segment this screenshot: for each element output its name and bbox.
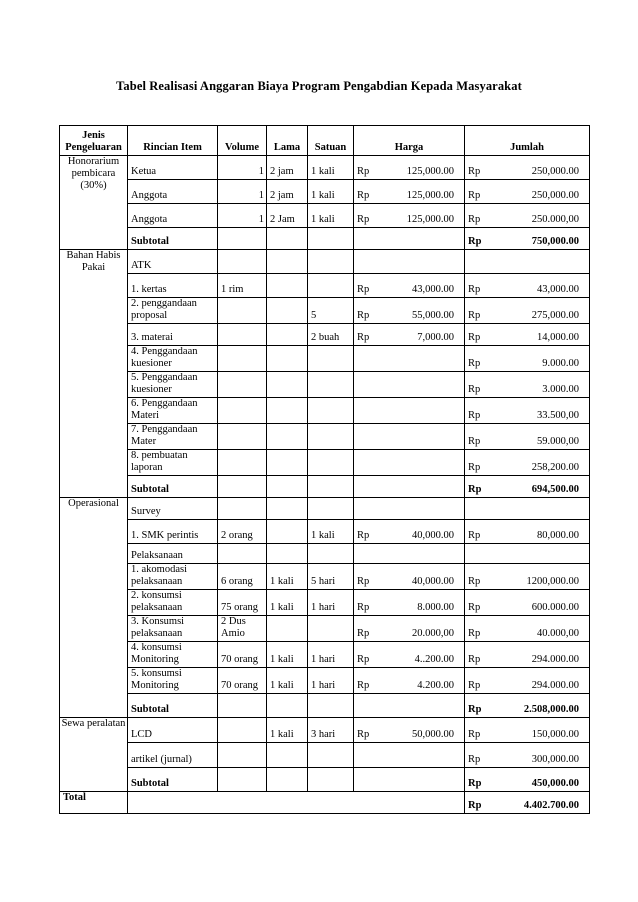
table-row — [60, 274, 590, 298]
row-satuan: 1 hari — [308, 668, 354, 694]
row-harga: Rp 125,000.00 — [354, 180, 465, 204]
row-jumlah: Rp 43,000.00 — [465, 274, 590, 298]
row-jumlah: Rp 600.000.00 — [465, 590, 590, 616]
row-volume: 2 Dus Amio — [218, 616, 267, 642]
table-row — [60, 424, 590, 450]
table-row — [60, 250, 590, 274]
row-jumlah: Rp 150,000.00 — [465, 718, 590, 743]
row-harga: Rp 4.200.00 — [354, 668, 465, 694]
total-row — [60, 792, 590, 814]
row-item: Anggota — [128, 204, 218, 228]
row-harga: Rp 50,000.00 — [354, 718, 465, 743]
row-jumlah: Rp 59.000,00 — [465, 424, 590, 450]
row-jumlah: Rp 300,000.00 — [465, 743, 590, 768]
row-satuan: 2 buah — [308, 324, 354, 346]
row-volume: 1 — [218, 204, 267, 228]
row-item: 5. konsumsi Monitoring — [128, 668, 218, 694]
row-jumlah: Rp 80,000.00 — [465, 520, 590, 544]
header-lama: Lama — [267, 126, 308, 156]
subtotal-row — [60, 694, 590, 718]
table-row — [60, 718, 590, 743]
header-volume: Volume — [218, 126, 267, 156]
row-item: 4. Penggandaan kuesioner — [128, 346, 218, 372]
row-item: 1. akomodasi pelaksanaan — [128, 564, 218, 590]
subtotal-row — [60, 768, 590, 792]
row-jumlah: Rp 40.000,00 — [465, 616, 590, 642]
table-row — [60, 180, 590, 204]
row-harga: Rp 125,000.00 — [354, 204, 465, 228]
table-row — [60, 498, 590, 520]
table-row — [60, 544, 590, 564]
row-lama: 1 kali — [267, 590, 308, 616]
row-item: Anggota — [128, 180, 218, 204]
document-title: Tabel Realisasi Anggaran Biaya Program Pengabdian Kepada Masyarakat — [116, 79, 522, 93]
row-satuan: 1 kali — [308, 204, 354, 228]
subtotal-row — [60, 228, 590, 250]
subtotal-label: Subtotal — [128, 228, 218, 250]
row-jumlah: Rp 275,000.00 — [465, 298, 590, 324]
row-satuan: 3 hari — [308, 718, 354, 743]
row-item: ATK — [128, 250, 218, 274]
row-item: 1. kertas — [128, 274, 218, 298]
header-harga: Harga — [354, 126, 465, 156]
row-harga: Rp 55,000.00 — [354, 298, 465, 324]
subtotal-value: Rp 450,000.00 — [465, 768, 590, 792]
row-satuan: 1 hari — [308, 590, 354, 616]
row-item: 8. pembuatan laporan — [128, 450, 218, 476]
row-lama: 1 kali — [267, 564, 308, 590]
table-row — [60, 564, 590, 590]
row-jumlah: Rp 258,200.00 — [465, 450, 590, 476]
row-volume: 6 orang — [218, 564, 267, 590]
budget-table — [59, 125, 590, 814]
table-row — [60, 398, 590, 424]
table-row — [60, 346, 590, 372]
header-rincian: Rincian Item — [128, 126, 218, 156]
table-row — [60, 590, 590, 616]
row-item: 4. konsumsi Monitoring — [128, 642, 218, 668]
subtotal-value: Rp 750,000.00 — [465, 228, 590, 250]
row-lama: 1 kali — [267, 668, 308, 694]
table-row — [60, 616, 590, 642]
header-row — [60, 126, 590, 156]
row-lama: 1 kali — [267, 718, 308, 743]
row-item: 6. Penggandaan Materi — [128, 398, 218, 424]
row-lama: 2 jam — [267, 180, 308, 204]
row-lama: 1 kali — [267, 642, 308, 668]
table-row — [60, 204, 590, 228]
row-jumlah: Rp 250,000.00 — [465, 156, 590, 180]
row-harga: Rp 8.000.00 — [354, 590, 465, 616]
total-value: Rp 4.402.700.00 — [465, 792, 590, 814]
table-row — [60, 298, 590, 324]
header-jumlah: Jumlah — [465, 126, 590, 156]
table-row — [60, 642, 590, 668]
header-jenis: Jenis Pengeluaran — [60, 126, 128, 156]
row-volume: 75 orang — [218, 590, 267, 616]
subtotal-value: Rp 2.508,000.00 — [465, 694, 590, 718]
row-harga: Rp 40,000.00 — [354, 564, 465, 590]
category-bahan: Bahan Habis Pakai — [60, 250, 128, 498]
row-item: Ketua — [128, 156, 218, 180]
row-satuan: 5 hari — [308, 564, 354, 590]
row-satuan: 1 kali — [308, 156, 354, 180]
row-harga: Rp 125,000.00 — [354, 156, 465, 180]
row-item: Survey — [128, 498, 218, 520]
subtotal-label: Subtotal — [128, 694, 218, 718]
row-harga: Rp 40,000.00 — [354, 520, 465, 544]
row-volume: 2 orang — [218, 520, 267, 544]
row-harga: Rp 43,000.00 — [354, 274, 465, 298]
category-sewa: Sewa peralatan — [60, 718, 128, 792]
row-harga: Rp 4..200.00 — [354, 642, 465, 668]
row-item: 2. penggandaan proposal — [128, 298, 218, 324]
row-harga: Rp 7,000.00 — [354, 324, 465, 346]
category-honorarium: Honorarium pembicara (30%) — [60, 156, 128, 250]
row-lama: 2 jam — [267, 156, 308, 180]
row-item: 5. Penggandaan kuesioner — [128, 372, 218, 398]
row-item: 1. SMK perintis — [128, 520, 218, 544]
row-item: 2. konsumsi pelaksanaan — [128, 590, 218, 616]
row-jumlah: Rp 294.000.00 — [465, 642, 590, 668]
row-harga: Rp 20.000,00 — [354, 616, 465, 642]
row-satuan: 1 kali — [308, 180, 354, 204]
row-jumlah: Rp 294.000.00 — [465, 668, 590, 694]
subtotal-label: Subtotal — [128, 768, 218, 792]
row-satuan: 1 hari — [308, 642, 354, 668]
table-row — [60, 372, 590, 398]
row-satuan: 5 — [308, 298, 354, 324]
row-volume: 1 — [218, 156, 267, 180]
row-item: 3. Konsumsi pelaksanaan — [128, 616, 218, 642]
subtotal-value: Rp 694,500.00 — [465, 476, 590, 498]
row-jumlah: Rp 9.000.00 — [465, 346, 590, 372]
row-jumlah: Rp 250,000.00 — [465, 180, 590, 204]
table-row — [60, 450, 590, 476]
row-jumlah: Rp 33.500,00 — [465, 398, 590, 424]
row-volume: 70 orang — [218, 668, 267, 694]
row-jumlah: Rp 1200,000.00 — [465, 564, 590, 590]
row-volume: 70 orang — [218, 642, 267, 668]
table-row — [60, 743, 590, 768]
row-item: artikel (jurnal) — [128, 743, 218, 768]
table-row — [60, 156, 590, 180]
row-lama: 2 Jam — [267, 204, 308, 228]
row-jumlah: Rp 3.000.00 — [465, 372, 590, 398]
row-satuan: 1 kali — [308, 520, 354, 544]
subtotal-label: Subtotal — [128, 476, 218, 498]
table-row — [60, 520, 590, 544]
row-jumlah: Rp 250.000,00 — [465, 204, 590, 228]
header-satuan: Satuan — [308, 126, 354, 156]
subtotal-row — [60, 476, 590, 498]
row-jumlah: Rp 14,000.00 — [465, 324, 590, 346]
row-volume: 1 — [218, 180, 267, 204]
table-row — [60, 324, 590, 346]
total-label: Total — [60, 792, 128, 814]
table-row — [60, 668, 590, 694]
row-volume: 1 rim — [218, 274, 267, 298]
category-operasional: Operasional — [60, 498, 128, 718]
row-item: LCD — [128, 718, 218, 743]
row-item: Pelaksanaan — [128, 544, 218, 564]
row-item: 3. materai — [128, 324, 218, 346]
row-item: 7. Penggandaan Mater — [128, 424, 218, 450]
